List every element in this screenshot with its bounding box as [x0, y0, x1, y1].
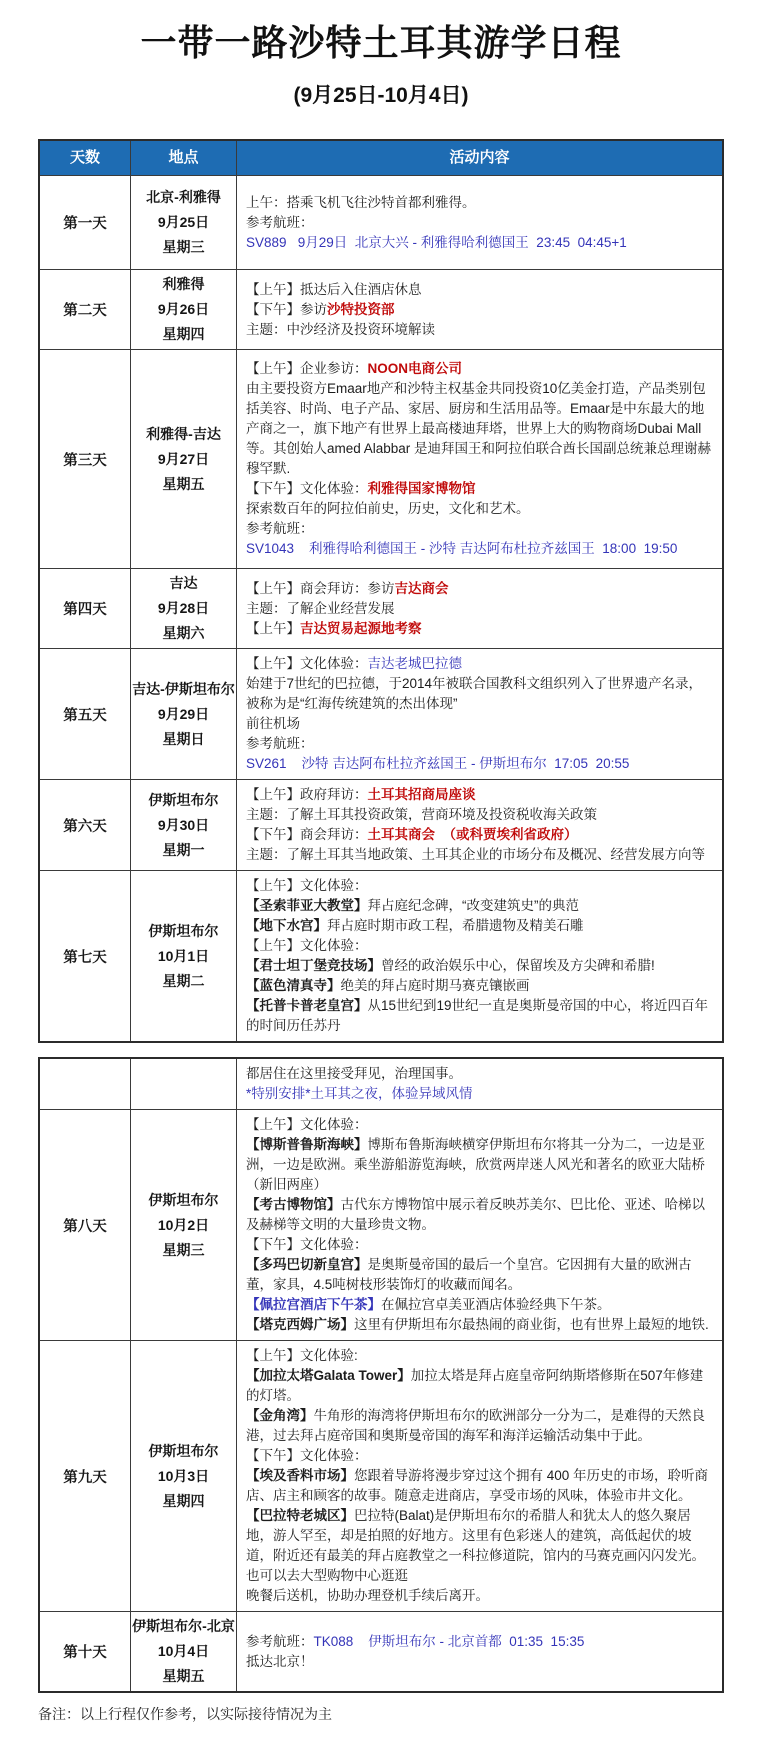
col-header-activities: 活动内容 — [449, 149, 510, 166]
location-line: 星期日 — [162, 730, 205, 747]
location-line: 星期三 — [162, 239, 205, 255]
text-segment: 始建于7世纪的巴拉德，于2014年被联合国教科文组织列入了世界遗产名录，被称为是“红海传统建筑的杰出体现” — [246, 676, 703, 711]
content-line — [246, 1115, 712, 1135]
text-segment: 【君士坦丁堡竞技场】 — [246, 958, 381, 973]
text-segment: 都居住在这里接受拜见，治理国事。 — [246, 1066, 462, 1081]
table-row — [40, 1059, 722, 1109]
content-cell — [237, 1341, 722, 1611]
location-cell — [131, 569, 237, 648]
text-segment: 【下午】文化体验： — [246, 481, 368, 496]
text-segment: 【金角湾】 — [246, 1408, 314, 1423]
day-cell: 第七天 — [40, 871, 131, 1041]
text-segment: 【塔克西姆广场】 — [246, 1317, 354, 1332]
location-line: 北京-利雅得 — [146, 189, 221, 205]
location-line: 星期五 — [162, 475, 205, 492]
text-segment: 【博斯普鲁斯海峡】 — [246, 1137, 368, 1152]
location-line: 9月28日 — [157, 600, 210, 616]
text-segment: 主题：了解企业经营发展 — [246, 600, 395, 616]
text-segment: 【下午】商会拜访： — [246, 827, 368, 842]
text-segment: 【埃及香料市场】 — [246, 1468, 354, 1483]
day-cell: 第九天 — [40, 1341, 131, 1611]
day-cell: 第一天 — [40, 176, 131, 269]
location-line: 伊斯坦布尔 — [148, 1191, 219, 1208]
text-segment: 土耳其商会 （或科贾埃利省政府） — [367, 827, 578, 842]
text-segment: 【上午】企业参访： — [246, 361, 368, 376]
text-segment: 【考古博物馆】 — [246, 1197, 341, 1212]
text-segment: 土耳其招商局座谈 — [367, 787, 476, 802]
location-line: 10月4日 — [157, 1643, 210, 1659]
text-segment: 巴拉特(Balat)是伊斯坦布尔的希腊人和犹太人的悠久聚居地，游人罕至，却是拍照的好地方。这里有色彩迷人的建筑，高低起伏的坡道，附近还有最美的拜占庭教堂之一科拉修道院，馆内的马赛克画闪闪发光。 — [246, 1508, 705, 1563]
text-segment: 【下午】参访 — [246, 301, 327, 317]
text-segment: 绝美的拜占庭时期马赛克镶嵌画 — [340, 978, 530, 993]
content-line — [246, 936, 712, 956]
text-segment: TK088 伊斯坦布尔 - 北京首都 01:35 15:35 — [313, 1633, 585, 1649]
location-line: 利雅得 — [162, 276, 205, 292]
text-segment: 吉达贸易起源地考察 — [300, 620, 422, 636]
location-line: 10月3日 — [157, 1467, 210, 1484]
content-line — [246, 213, 712, 233]
location-line: 利雅得-吉达 — [146, 425, 221, 442]
location-line: 吉达 — [169, 575, 198, 591]
text-segment: 【上午】抵达后入住酒店休息 — [246, 281, 422, 297]
content-line — [246, 1366, 712, 1406]
text-segment: 【上午】文化体验： — [246, 938, 368, 953]
day-cell: 第八天 — [40, 1110, 131, 1340]
footer-note: 备注：以上行程仅作参考，以实际接待情况为主 — [38, 1706, 332, 1722]
day-cell: 第五天 — [40, 649, 131, 779]
text-segment: 在佩拉宫卓美亚酒店体验经典下午茶。 — [381, 1297, 611, 1312]
text-segment: 探索数百年的阿拉伯前史，历史，文化和艺术。 — [246, 501, 530, 516]
text-segment: 古代东方博物馆中展示着反映苏美尔、巴比伦、亚述、哈梯以及赫梯等文明的大量珍贵文物。 — [246, 1197, 705, 1232]
content-line — [246, 1652, 712, 1672]
content-line — [246, 1064, 712, 1084]
content-line — [246, 1235, 712, 1255]
content-line — [246, 714, 712, 734]
content-line — [246, 1566, 712, 1586]
text-segment: 加拉太塔是拜占庭皇帝阿纳斯塔修斯在507年修建的灯塔。 — [246, 1368, 704, 1403]
text-segment: *特别安排*土耳其之夜，体验异域风情 — [246, 1086, 473, 1101]
text-segment: SV1043 利雅得哈利德国王 - 沙特 吉达阿布杜拉齐兹国王 18:00 19:50 — [246, 541, 678, 556]
text-segment: 【上午】 — [246, 620, 300, 636]
location-line: 星期三 — [162, 1241, 205, 1258]
content-line — [246, 956, 712, 976]
content-line — [246, 785, 712, 805]
location-cell — [131, 649, 237, 779]
page-subtitle: (9月25日-10月4日) — [293, 84, 469, 107]
location-line: 9月29日 — [157, 705, 210, 722]
content-line — [246, 1135, 712, 1195]
text-segment: 吉达商会 — [394, 580, 449, 596]
text-segment: 主题：了解土耳其当地政策、土耳其企业的市场分布及概况、经营发展方向等 — [246, 847, 705, 862]
itinerary-table-part1 — [38, 139, 724, 1043]
location-line: 9月27日 — [157, 450, 210, 467]
text-segment: 【上午】文化体验： — [246, 878, 368, 893]
text-segment: 【圣索菲亚大教堂】 — [246, 898, 368, 913]
content-cell — [237, 871, 722, 1041]
content-line — [246, 1084, 712, 1104]
content-cell — [237, 176, 722, 269]
content-line — [246, 916, 712, 936]
location-line: 星期五 — [162, 1668, 205, 1684]
table-header-row — [40, 141, 722, 175]
col-header-days: 天数 — [40, 141, 131, 175]
location-line: 吉达-伊斯坦布尔 — [132, 680, 235, 697]
text-segment: 【地下水宫】 — [246, 918, 327, 933]
text-segment: 沙特投资部 — [327, 301, 395, 317]
location-cell — [131, 1612, 237, 1691]
location-line: 9月30日 — [157, 816, 210, 833]
content-line — [246, 996, 712, 1036]
location-line: 伊斯坦布尔-北京 — [132, 1618, 235, 1634]
text-segment: 牛角形的海湾将伊斯坦布尔的欧洲部分一分为二，是难得的天然良港，过去拜占庭帝国和奥斯曼帝国的海军和海洋运输活动集中于此。 — [246, 1408, 705, 1443]
content-line — [246, 1466, 712, 1506]
content-cell — [237, 1059, 722, 1109]
content-line — [246, 1406, 712, 1446]
content-line — [246, 1195, 712, 1235]
content-cell — [237, 780, 722, 870]
text-segment: 【下午】文化体验： — [246, 1448, 368, 1463]
content-line — [246, 876, 712, 896]
content-line — [246, 233, 712, 253]
table-row — [40, 175, 722, 269]
content-line — [246, 619, 712, 639]
table-row — [40, 648, 722, 779]
location-cell — [131, 1110, 237, 1340]
text-segment: 您跟着导游将漫步穿过这个拥有 400 年历史的市场，聆听商店、店主和顾客的故事。随意走进商店，享受市场的风味，体验市井文化。 — [246, 1468, 709, 1503]
text-segment: 从15世纪到19世纪一直是奥斯曼帝国的中心，将近四百年的时间历任苏丹 — [246, 998, 709, 1033]
content-cell — [237, 270, 722, 349]
text-segment: 主题：了解土耳其投资政策，营商环境及投资税收海关政策 — [246, 807, 597, 822]
content-line — [246, 359, 712, 379]
text-segment: 参考航班： — [246, 1633, 314, 1649]
content-line — [246, 654, 712, 674]
content-line — [246, 320, 712, 340]
location-line: 10月2日 — [157, 1216, 210, 1233]
text-segment: 吉达老城巴拉德 — [367, 656, 462, 671]
table-row — [40, 349, 722, 568]
text-segment: 参考航班： — [246, 214, 314, 230]
location-cell — [131, 270, 237, 349]
text-segment: 【蓝色清真寺】 — [246, 978, 341, 993]
day-cell: 第三天 — [40, 350, 131, 568]
table-row — [40, 568, 722, 648]
content-line — [246, 379, 712, 479]
text-segment: 由主要投资方Emaar地产和沙特主权基金共同投资10亿美金打造，产品类别包括美容、时尚、电子产品、家居、厨房和生活用品等。Emaar是中东最大的地产商之一，旗下地产有世界上最高楼迪拜塔，世界上大的购物商场Dubai Mall等。其创始人amed Alabbar 是迪拜国王和阿拉伯联合酋长国副总统兼总理谢赫穆罕默. — [246, 381, 712, 476]
location-line: 星期四 — [162, 326, 205, 342]
location-line: 10月1日 — [157, 947, 210, 964]
content-cell — [237, 350, 722, 568]
location-line: 伊斯坦布尔 — [148, 1442, 219, 1459]
location-line: 9月25日 — [157, 214, 210, 230]
content-line — [246, 1346, 712, 1366]
text-segment: NOON电商公司 — [367, 361, 462, 376]
text-segment: 【上午】文化体验： — [246, 656, 368, 671]
location-line: 星期一 — [162, 841, 205, 858]
content-line — [246, 754, 712, 774]
content-line — [246, 280, 712, 300]
content-line — [246, 1255, 712, 1295]
text-segment: 上午：搭乘飞机飞往沙特首都利雅得。 — [246, 194, 476, 210]
content-line — [246, 825, 712, 845]
text-segment: 【上午】政府拜访： — [246, 787, 368, 802]
location-line: 伊斯坦布尔 — [148, 922, 219, 939]
table-row — [40, 269, 722, 349]
content-line — [246, 1586, 712, 1606]
content-line — [246, 1446, 712, 1466]
content-line — [246, 1632, 712, 1652]
text-segment: 主题：中沙经济及投资环境解读 — [246, 321, 435, 337]
content-cell — [237, 1612, 722, 1691]
text-segment: 【托普卡普老皇宫】 — [246, 998, 368, 1013]
table-row — [40, 779, 722, 870]
content-line — [246, 193, 712, 213]
location-line: 星期四 — [162, 1492, 205, 1509]
content-line — [246, 1295, 712, 1315]
location-cell — [131, 1059, 237, 1109]
page-title: 一带一路沙特土耳其游学日程 — [140, 22, 622, 63]
text-segment: 是奥斯曼帝国的最后一个皇宫。它因拥有大量的欧洲古董，家具，4.5吨树枝形装饰灯的收藏而闻名。 — [246, 1257, 692, 1292]
day-cell: 第六天 — [40, 780, 131, 870]
location-line: 9月26日 — [157, 301, 210, 317]
text-segment: 拜占庭时期市政工程，希腊遗物及精美石雕 — [327, 918, 584, 933]
location-cell — [131, 1341, 237, 1611]
text-segment: 博斯布鲁斯海峡横穿伊斯坦布尔将其一分为二，一边是亚洲，一边是欧洲。乘坐游船游览海峡，欣赏两岸迷人风光和著名的欧亚大陆桥（新旧两座） — [246, 1137, 705, 1192]
location-cell — [131, 176, 237, 269]
content-line — [246, 976, 712, 996]
content-line — [246, 479, 712, 499]
content-cell — [237, 569, 722, 648]
content-line — [246, 579, 712, 599]
text-segment: 抵达北京！ — [246, 1653, 314, 1669]
col-header-location: 地点 — [131, 141, 237, 175]
table-row — [40, 1340, 722, 1611]
text-segment: 【多玛巴切新皇宫】 — [246, 1257, 368, 1272]
content-line — [246, 539, 712, 559]
text-segment: 曾经的政治娱乐中心，保留埃及方尖碑和希腊! — [381, 958, 655, 973]
location-line: 伊斯坦布尔 — [148, 791, 219, 808]
table-row — [40, 1611, 722, 1691]
content-line — [246, 734, 712, 754]
text-segment: 参考航班： — [246, 521, 314, 536]
text-segment: SV889 9月29日 北京大兴 - 利雅得哈利德国王 23:45 04:45+1 — [246, 234, 627, 250]
day-cell — [40, 1059, 131, 1109]
text-segment: 【加拉太塔Galata Tower】 — [246, 1368, 411, 1383]
content-line — [246, 300, 712, 320]
content-line — [246, 674, 712, 714]
text-segment: 利雅得国家博物馆 — [367, 481, 476, 496]
location-line: 星期二 — [162, 972, 205, 989]
content-line — [246, 599, 712, 619]
text-segment: 参考航班： — [246, 736, 314, 751]
text-segment: 【佩拉宫酒店下午茶】 — [246, 1297, 381, 1312]
text-segment: 【上午】文化体验： — [246, 1117, 368, 1132]
itinerary-table-part2 — [38, 1057, 724, 1693]
location-cell — [131, 871, 237, 1041]
content-line — [246, 499, 712, 519]
location-cell — [131, 350, 237, 568]
text-segment: 拜占庭纪念碑，“改变建筑史”的典范 — [367, 898, 579, 913]
day-cell: 第二天 — [40, 270, 131, 349]
content-line — [246, 519, 712, 539]
content-cell — [237, 649, 722, 779]
text-segment: 这里有伊斯坦布尔最热闹的商业街，也有世界上最短的地铁. — [354, 1317, 709, 1332]
content-line — [246, 845, 712, 865]
content-line — [246, 1506, 712, 1566]
day-cell: 第十天 — [40, 1612, 131, 1691]
content-line — [246, 805, 712, 825]
text-segment: 前往机场 — [246, 716, 300, 731]
text-segment: SV261 沙特 吉达阿布杜拉齐兹国王 - 伊斯坦布尔 17:05 20:55 — [246, 756, 630, 771]
location-cell — [131, 780, 237, 870]
text-segment: 【下午】文化体验： — [246, 1237, 368, 1252]
content-line — [246, 896, 712, 916]
text-segment: 也可以去大型购物中心逛逛 — [246, 1568, 408, 1583]
text-segment: 【巴拉特老城区】 — [246, 1508, 354, 1523]
content-cell — [237, 1110, 722, 1340]
table-row — [40, 1109, 722, 1340]
day-cell: 第四天 — [40, 569, 131, 648]
text-segment: 【上午】文化体验: — [246, 1348, 358, 1363]
location-line: 星期六 — [162, 625, 205, 641]
content-line — [246, 1315, 712, 1335]
text-segment: 晚餐后送机，协助办理登机手续后离开。 — [246, 1588, 489, 1603]
table-row — [40, 870, 722, 1041]
text-segment: 【上午】商会拜访：参访 — [246, 580, 395, 596]
